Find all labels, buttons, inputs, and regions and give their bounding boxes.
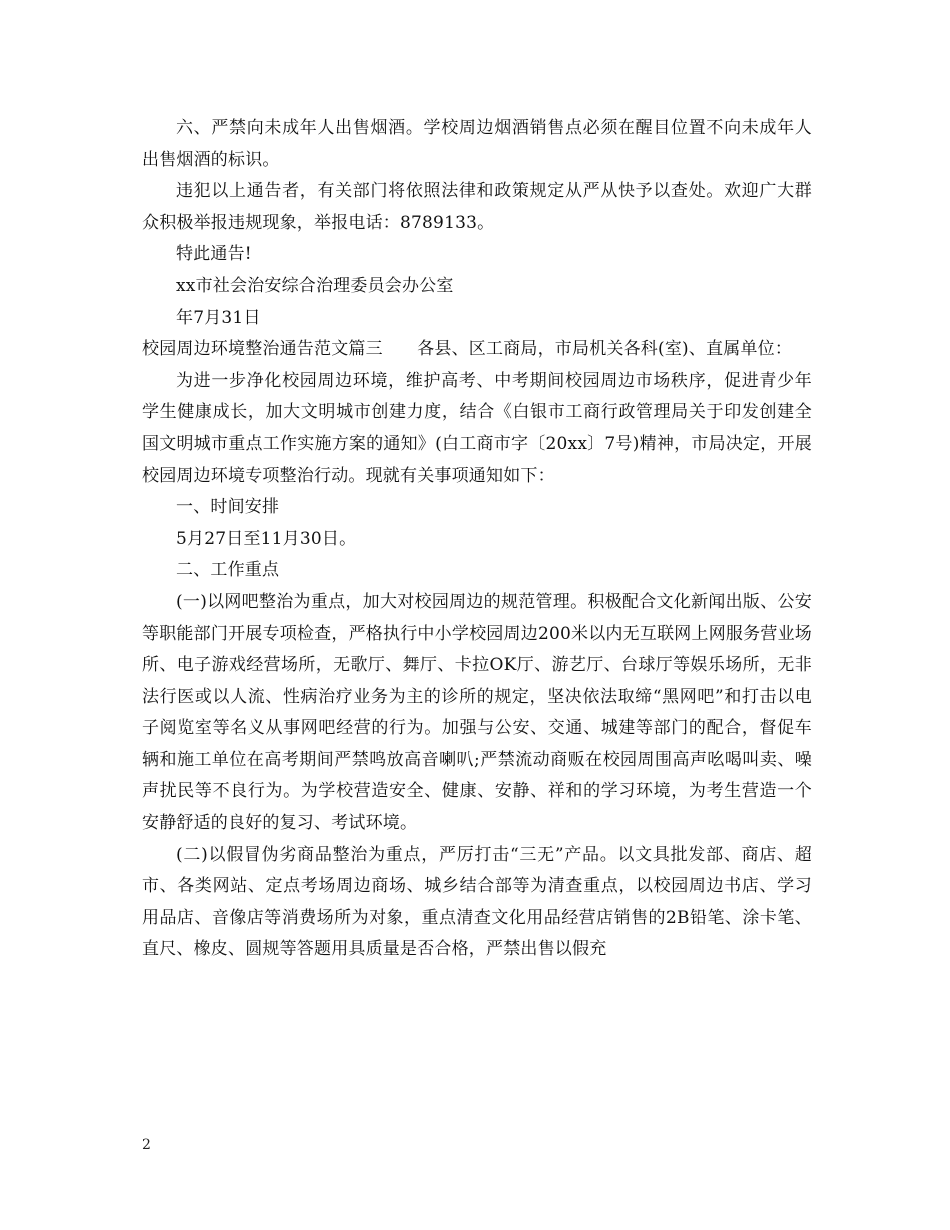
page-number: 2 — [142, 1137, 151, 1153]
paragraph-counterfeit-goods-rectification: (二)以假冒伪劣商品整治为重点，严厉打击“三无”产品。以文具批发部、商店、超市、各类网站、定点考场周边商场、城乡结合部等为清查重点，以校园周边书店、学习用品店、音像店等消费场所为对象，重点清查文化用品经营店销售的2B铅笔、涂卡笔、直尺、橡皮、圆规等答题用具质量是否合格，严禁出售以假充 — [142, 844, 812, 960]
heading-time-schedule: 一、时间安排 — [176, 497, 280, 518]
paragraph-section-title: 校园周边环境整治通告范文篇三 各县、区工商局，市局机关各科(室)、直属单位： — [142, 339, 793, 360]
paragraph-introduction: 为进一步净化校园周边环境，维护高考、中考期间校园周边市场秩序，促进青少年学生健康成长，加大文明城市创建力度，结合《白银市工商行政管理局关于印发创建全国文明城市重点工作实施方案的通知》(白工商市字〔20xx〕7号)精神，市局决定，开展校园周边环境专项整治行动。现就有关事项通知如下： — [142, 370, 812, 486]
paragraph-internet-cafe-rectification: (一)以网吧整治为重点，加大对校园周边的规范管理。积极配合文化新闻出版、公安等职能部门开展专项检查，严格执行中小学校园周边200米以内无互联网上网服务营业场所、电子游戏经营场所，无歌厅、舞厅、卡拉OK厅、游艺厅、台球厅等娱乐场所，无非法行医或以人流、性病治疗业务为主的诊所的规定，坚决依法取缔“黑网吧”和打击以电子阅览室等名义从事网吧经营的行为。加强与公安、交通、城建等部门的配合，督促车辆和施工单位在高考期间严禁鸣放高音喇叭;严禁流动商贩在校园周围高声吆喝叫卖、噪声扰民等不良行为。为学校营造安全、健康、安静、祥和的学习环境，为考生营造一个安静舒适的良好的复习、考试环境。 — [142, 591, 812, 834]
paragraph-tobacco-ban: 六、严禁向未成年人出售烟酒。学校周边烟酒销售点必须在醒目位置不向未成年人出售烟酒的标识。 — [142, 118, 812, 170]
paragraph-date: 年7月31日 — [176, 307, 261, 328]
paragraph-time-range: 5月27日至11月30日。 — [176, 528, 357, 549]
paragraph-issuing-office: xx市社会治安综合治理委员会办公室 — [176, 275, 454, 296]
document-body — [142, 113, 812, 966]
heading-work-focus: 二、工作重点 — [176, 560, 280, 581]
paragraph-violation-report: 违犯以上通告者，有关部门将依照法律和政策规定从严从快予以查处。欢迎广大群众积极举报违规现象，举报电话：8789133。 — [142, 181, 812, 233]
paragraph-notice-closing: 特此通告! — [176, 244, 252, 265]
